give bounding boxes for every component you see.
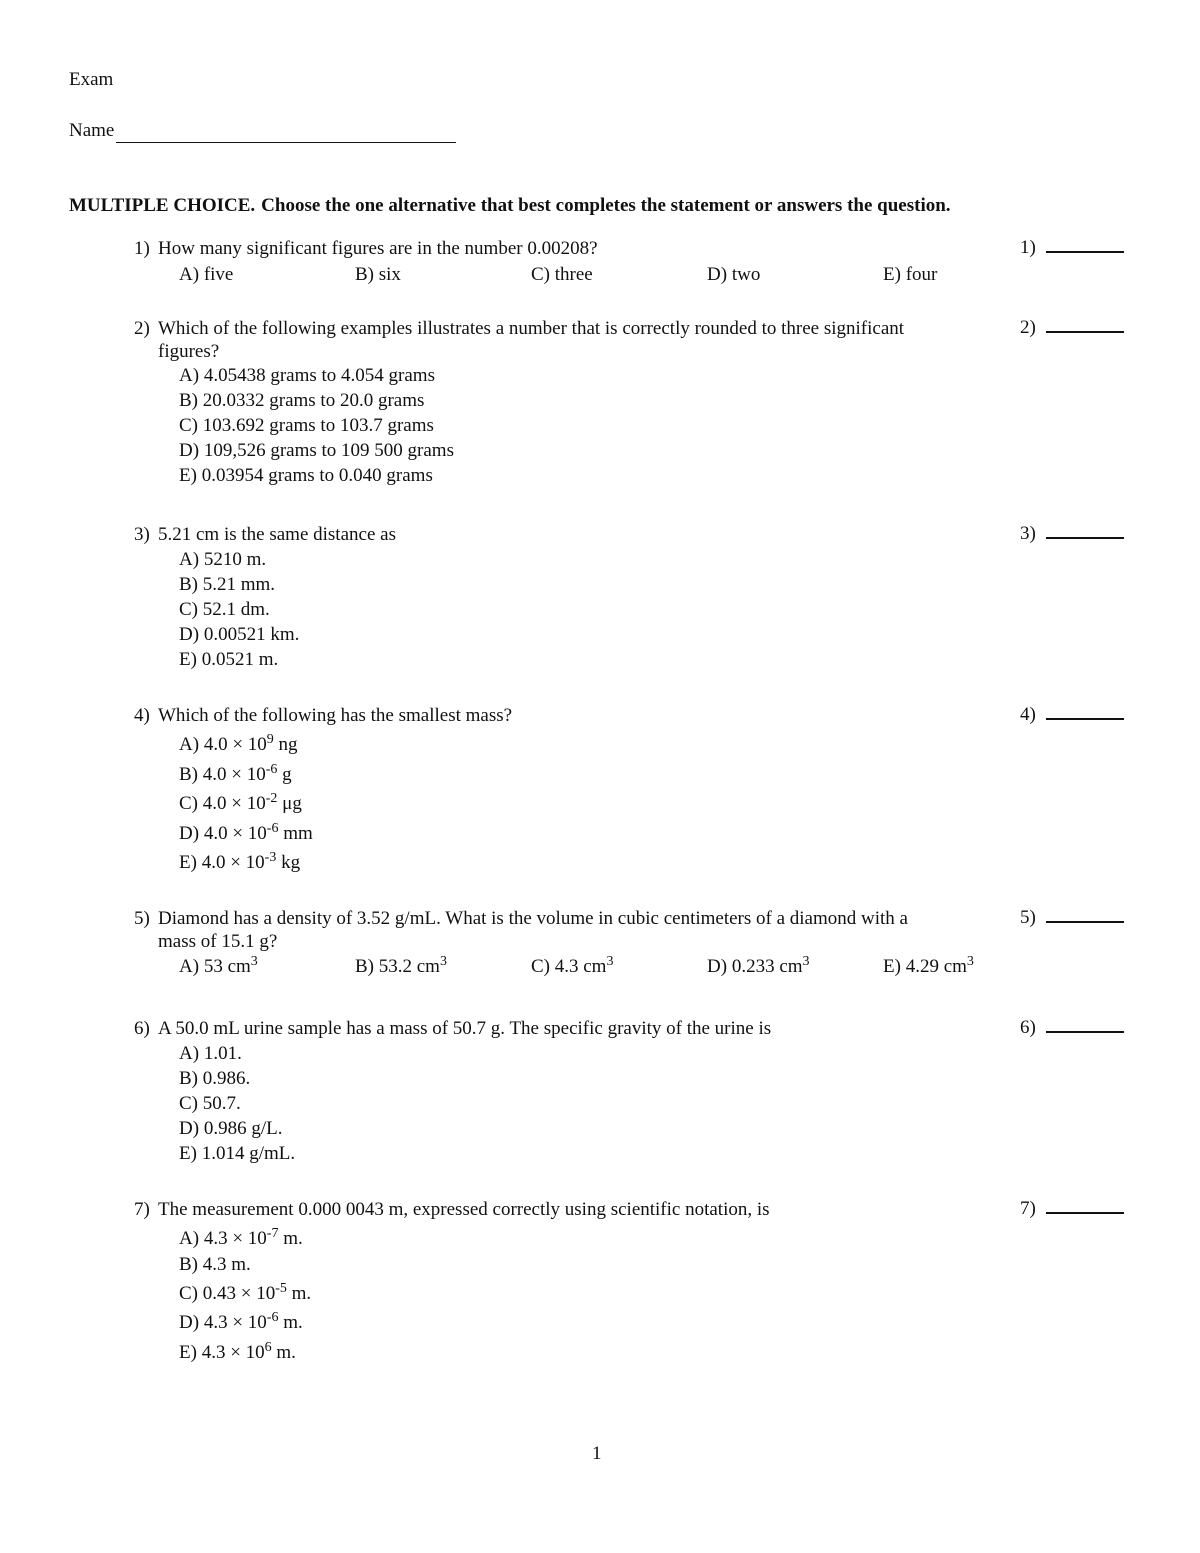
choice-b[interactable] <box>355 953 531 981</box>
choice-text: 4.0 × 10 <box>202 793 266 814</box>
choice-list <box>134 363 1134 488</box>
question-stem <box>134 522 984 547</box>
choice-exponent: 3 <box>250 954 258 969</box>
choice-list <box>134 953 1134 981</box>
choice-unit: μg <box>277 793 302 814</box>
question-5 <box>134 906 1134 981</box>
choice-label: D) <box>707 264 728 285</box>
choice-e[interactable] <box>179 463 1134 488</box>
answer-blank-7[interactable] <box>1020 1197 1124 1221</box>
choice-label: D) <box>179 1312 200 1333</box>
choice-text: 0.00521 km. <box>203 624 300 645</box>
answer-blank-2[interactable] <box>1020 316 1124 340</box>
answer-label: 3) <box>1020 523 1036 544</box>
choice-text: 53.2 cm <box>378 956 440 977</box>
choice-label: D) <box>707 956 728 977</box>
choice-label: B) <box>179 574 198 595</box>
name-blank-line[interactable] <box>116 124 456 143</box>
choice-c[interactable] <box>179 787 1134 817</box>
choice-label: C) <box>531 956 550 977</box>
choice-b[interactable] <box>179 388 1134 413</box>
choice-label: B) <box>355 264 374 285</box>
question-stem <box>134 316 984 341</box>
choice-exponent: 9 <box>266 732 274 747</box>
question-number: 7) <box>134 1199 150 1220</box>
choice-a[interactable] <box>179 1041 1134 1066</box>
instructions-heading: MULTIPLE CHOICE. <box>69 195 256 216</box>
choice-exponent: -6 <box>266 1310 279 1325</box>
choice-label: A) <box>179 365 200 386</box>
choice-label: C) <box>531 264 550 285</box>
choice-label: A) <box>179 956 200 977</box>
choice-d[interactable] <box>179 1306 1134 1336</box>
choice-a[interactable] <box>179 547 1134 572</box>
answer-line[interactable] <box>1046 523 1124 539</box>
answer-label: 7) <box>1020 1198 1036 1219</box>
question-text-continued: figures? <box>158 341 220 362</box>
name-field[interactable] <box>69 119 456 143</box>
choice-label: E) <box>883 956 901 977</box>
choice-d[interactable] <box>179 438 1134 463</box>
choice-label: E) <box>179 465 197 486</box>
choice-c[interactable] <box>179 1091 1134 1116</box>
answer-line[interactable] <box>1046 907 1124 923</box>
question-text: The measurement 0.000 0043 m, expressed correctly using scientific notation, is <box>158 1199 770 1220</box>
choice-label: A) <box>179 1228 200 1249</box>
answer-label: 4) <box>1020 704 1036 725</box>
answer-label: 2) <box>1020 317 1036 338</box>
choice-label: E) <box>179 1341 197 1363</box>
choice-unit: mm <box>278 822 313 844</box>
choice-text: 4.29 cm <box>905 956 967 977</box>
choice-unit: ng <box>273 734 298 755</box>
answer-blank-5[interactable] <box>1020 906 1124 930</box>
choice-a[interactable] <box>179 1222 1134 1252</box>
choice-text: 1.01. <box>203 1043 242 1064</box>
choice-text: 4.3 × 10 <box>201 1341 265 1363</box>
exam-title: Exam <box>69 69 114 90</box>
answer-blank-3[interactable] <box>1020 522 1124 546</box>
choice-e[interactable] <box>179 846 1134 876</box>
question-text: Diamond has a density of 3.52 g/mL. What is the volume in cubic centimeters of a diamond with a <box>158 908 908 929</box>
choice-d[interactable] <box>707 953 883 981</box>
choice-exponent: 3 <box>439 954 447 969</box>
choice-exponent: -3 <box>264 850 277 865</box>
choice-exponent: -6 <box>266 820 279 836</box>
choice-b[interactable] <box>179 758 1134 788</box>
choice-text: 4.0 × 10 <box>203 734 267 755</box>
choice-label: D) <box>179 440 200 461</box>
question-number: 2) <box>134 318 150 339</box>
choice-label: C) <box>179 1282 198 1304</box>
question-stem <box>134 703 984 728</box>
choice-label: D) <box>179 624 200 645</box>
question-text: How many significant figures are in the number 0.00208? <box>158 238 598 259</box>
choice-b[interactable] <box>179 572 1134 597</box>
choice-text: 4.0 × 10 <box>201 852 265 873</box>
choice-exponent: 3 <box>966 954 974 969</box>
choice-label: B) <box>179 390 198 411</box>
choice-list <box>134 547 1134 672</box>
choice-exponent: -7 <box>266 1226 279 1241</box>
choice-text: 50.7. <box>202 1093 241 1114</box>
choice-label: A) <box>179 549 200 570</box>
question-text: 5.21 cm is the same distance as <box>158 524 396 545</box>
answer-line[interactable] <box>1046 317 1124 333</box>
answer-label: 5) <box>1020 907 1036 928</box>
choice-c[interactable] <box>179 413 1134 438</box>
choice-text: 5.21 mm. <box>202 574 276 595</box>
choice-a[interactable] <box>179 953 355 981</box>
choice-text: 53 cm <box>203 956 251 977</box>
choice-d[interactable] <box>179 622 1134 647</box>
choice-b[interactable] <box>179 1252 1134 1277</box>
choice-label: C) <box>179 793 198 814</box>
choice-exponent: -2 <box>265 791 278 806</box>
choice-text: six <box>378 264 401 285</box>
question-stem <box>134 236 984 261</box>
choice-label: C) <box>179 599 198 620</box>
choice-text: 4.3 m. <box>202 1253 251 1275</box>
choice-exponent: 3 <box>606 954 614 969</box>
choice-d[interactable] <box>707 261 883 289</box>
choice-c[interactable] <box>531 953 707 981</box>
instructions <box>69 194 951 218</box>
choice-text: 20.0332 grams to 20.0 grams <box>202 390 425 411</box>
choice-text: five <box>203 264 234 285</box>
question-number: 4) <box>134 705 150 726</box>
choice-label: D) <box>179 822 200 844</box>
choice-text: 0.0521 m. <box>201 649 279 670</box>
answer-line[interactable] <box>1046 1198 1124 1214</box>
answer-line[interactable] <box>1046 704 1124 720</box>
choice-unit: m. <box>278 1312 303 1333</box>
question-4 <box>134 703 1134 876</box>
choice-label: A) <box>179 264 200 285</box>
choice-label: B) <box>179 763 198 785</box>
choice-e[interactable] <box>179 647 1134 672</box>
choice-list <box>134 1041 1134 1166</box>
choice-text: 5210 m. <box>203 549 267 570</box>
question-stem <box>134 1197 984 1222</box>
choice-text: 4.3 cm <box>554 956 607 977</box>
question-number: 5) <box>134 908 150 929</box>
choice-unit: m. <box>271 1341 296 1363</box>
page-number: 1 <box>592 1443 602 1464</box>
choice-exponent: 3 <box>802 954 810 969</box>
choice-list <box>134 261 1134 289</box>
choice-list <box>134 1222 1134 1365</box>
question-text: A 50.0 mL urine sample has a mass of 50.7 g. The specific gravity of the urine is <box>158 1018 772 1039</box>
choice-d[interactable] <box>179 817 1134 847</box>
choice-label: E) <box>179 1143 197 1164</box>
question-text: Which of the following examples illustrates a number that is correctly rounded to three significant <box>158 318 905 339</box>
choice-label: A) <box>179 734 200 755</box>
choice-a[interactable] <box>179 728 1134 758</box>
choice-text: four <box>905 264 938 285</box>
answer-label: 1) <box>1020 237 1036 258</box>
choice-text: 4.3 × 10 <box>203 1228 267 1249</box>
choice-text: 109,526 grams to 109 500 grams <box>203 440 454 461</box>
choice-label: B) <box>179 1253 198 1275</box>
choice-d[interactable] <box>179 1116 1134 1141</box>
choice-exponent: -5 <box>275 1280 287 1296</box>
instructions-text: Choose the one alternative that best completes the statement or answers the question. <box>261 195 951 216</box>
choice-a[interactable] <box>179 363 1134 388</box>
choice-text: 103.692 grams to 103.7 grams <box>202 415 434 436</box>
choice-label: C) <box>179 415 198 436</box>
choice-e[interactable] <box>179 1141 1134 1166</box>
question-text-continued: mass of 15.1 g? <box>158 931 278 952</box>
choice-exponent: -6 <box>265 761 278 777</box>
choice-b[interactable] <box>355 261 531 289</box>
choice-e[interactable] <box>883 953 1059 981</box>
choice-text: 0.233 cm <box>731 956 803 977</box>
choice-exponent: 6 <box>264 1339 272 1355</box>
choice-a[interactable] <box>179 261 355 289</box>
answer-line[interactable] <box>1046 1017 1124 1033</box>
choice-unit: kg <box>276 852 301 873</box>
choice-text: 52.1 dm. <box>202 599 270 620</box>
choice-unit: m. <box>286 1282 312 1304</box>
question-number: 3) <box>134 524 150 545</box>
question-7 <box>134 1197 1134 1365</box>
choice-label: E) <box>179 649 197 670</box>
choice-label: D) <box>179 1118 200 1139</box>
choice-text: two <box>731 264 761 285</box>
choice-label: C) <box>179 1093 198 1114</box>
question-6 <box>134 1016 1134 1166</box>
question-text: Which of the following has the smallest mass? <box>158 705 513 726</box>
choice-text: 4.0 × 10 <box>202 763 266 785</box>
choice-text: 4.0 × 10 <box>203 822 267 844</box>
choice-text: 1.014 g/mL. <box>201 1143 296 1164</box>
choice-label: B) <box>355 956 374 977</box>
choice-label: E) <box>179 852 197 873</box>
choice-c[interactable] <box>531 261 707 289</box>
answer-label: 6) <box>1020 1017 1036 1038</box>
choice-label: A) <box>179 1043 200 1064</box>
answer-line[interactable] <box>1046 237 1124 253</box>
choice-label: B) <box>179 1068 198 1089</box>
question-2 <box>134 316 1134 488</box>
answer-blank-4[interactable] <box>1020 703 1124 727</box>
choice-e[interactable] <box>883 261 1059 289</box>
choice-text: 0.03954 grams to 0.040 grams <box>201 465 433 486</box>
choice-text: 0.986 g/L. <box>203 1118 283 1139</box>
choice-c[interactable] <box>179 1277 1134 1307</box>
choice-unit: g <box>277 763 292 785</box>
choice-label: E) <box>883 264 901 285</box>
question-number: 6) <box>134 1018 150 1039</box>
choice-unit: m. <box>278 1228 303 1249</box>
choice-list <box>134 728 1134 876</box>
choice-text: 0.43 × 10 <box>202 1282 276 1304</box>
choice-text: three <box>554 264 593 285</box>
question-stem <box>134 1016 984 1041</box>
choice-text: 4.05438 grams to 4.054 grams <box>203 365 435 386</box>
answer-blank-1[interactable] <box>1020 236 1124 260</box>
name-label: Name <box>69 120 115 141</box>
question-stem <box>134 906 984 931</box>
choice-text: 4.3 × 10 <box>203 1312 267 1333</box>
answer-blank-6[interactable] <box>1020 1016 1124 1040</box>
choice-b[interactable] <box>179 1066 1134 1091</box>
choice-text: 0.986. <box>202 1068 251 1089</box>
question-3 <box>134 522 1134 672</box>
choice-c[interactable] <box>179 597 1134 622</box>
question-number: 1) <box>134 238 150 259</box>
question-1 <box>134 236 1134 289</box>
choice-e[interactable] <box>179 1336 1134 1366</box>
